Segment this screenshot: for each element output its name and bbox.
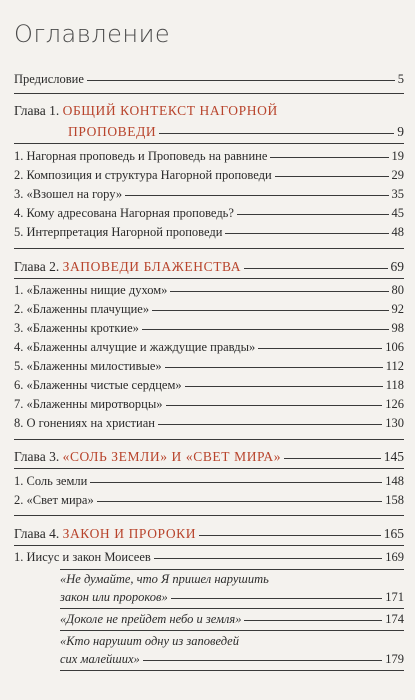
toc-entry-label: 1. Нагорная проповедь и Проповедь на равнине [14, 149, 268, 163]
chapter-name-cont: ПРОПОВЕДИ [68, 124, 157, 139]
leader-line [237, 214, 389, 215]
leader-line [125, 195, 388, 196]
toc-entry[interactable] [14, 302, 404, 317]
leader-line [166, 405, 383, 406]
toc-entry-page: 48 [391, 225, 404, 239]
section-divider [14, 278, 404, 279]
toc-entry-label: 3. «Блаженны кроткие» [14, 321, 139, 335]
toc-subentry-label-cont: сих малейших» [60, 652, 140, 666]
toc-entry-label: 6. «Блаженны чистые сердцем» [14, 378, 182, 392]
toc-entry[interactable] [14, 340, 404, 355]
toc-entry-page: 145 [383, 449, 404, 464]
toc-entry-label: 4. «Блаженны алчущие и жаждущие правды» [14, 340, 256, 354]
chapter-name: «СОЛЬ ЗЕМЛИ» И «СВЕТ МИРА» [62, 449, 282, 464]
toc-entry-label: 5. Интерпретация Нагорной проповеди [14, 225, 223, 239]
chapter-1-heading[interactable] [14, 124, 404, 139]
section-divider [14, 143, 404, 144]
toc-entry-page: 165 [383, 526, 404, 541]
leader-line [143, 660, 383, 661]
toc-subentry-label: «Доколе не прейдет небо и земля» [60, 612, 242, 626]
section-divider [14, 468, 404, 469]
subsection-divider [60, 608, 404, 609]
toc-entry-page: 80 [391, 283, 404, 297]
leader-line [158, 424, 382, 425]
section-divider [14, 545, 404, 546]
toc-subentry-label[interactable]: «Не думайте, что Я пришел нарушить [60, 572, 269, 586]
toc-entry-page: 5 [397, 72, 404, 86]
section-divider [14, 439, 404, 440]
toc-subentry[interactable] [60, 612, 404, 627]
leader-line [87, 80, 395, 81]
toc-entry-label: 2. «Свет мира» [14, 493, 94, 507]
toc-entry[interactable] [14, 550, 404, 565]
section-divider [14, 248, 404, 249]
toc-entry-page: 171 [385, 590, 404, 604]
toc-subentry-label-cont: закон или пророков» [60, 590, 168, 604]
toc-entry[interactable] [14, 187, 404, 202]
toc-entry-preface[interactable] [14, 72, 404, 87]
toc-entry[interactable] [14, 225, 404, 240]
leader-line [159, 133, 394, 134]
leader-line [171, 598, 383, 599]
toc-entry-label: 2. Композиция и структура Нагорной проповеди [14, 168, 272, 182]
toc-entry[interactable] [14, 378, 404, 393]
toc-entry-page: 130 [385, 416, 404, 430]
toc-entry-page: 106 [385, 340, 404, 354]
toc-entry-label: 1. Иисус и закон Моисеев [14, 550, 151, 564]
chapter-1-heading-line1[interactable] [14, 103, 278, 119]
toc-entry-page: 35 [391, 187, 404, 201]
toc-entry-label: 1. Соль земли [14, 474, 88, 488]
subsection-divider [60, 569, 404, 570]
toc-subentry[interactable] [60, 652, 404, 667]
toc-entry-page: 112 [385, 359, 404, 373]
toc-entry-label: 5. «Блаженны милостивые» [14, 359, 162, 373]
toc-subentry[interactable] [60, 590, 404, 605]
leader-line [185, 386, 383, 387]
chapter-name: ОБЩИЙ КОНТЕКСТ НАГОРНОЙ [62, 103, 278, 118]
toc-subentry-label[interactable]: «Кто нарушит одну из заповедей [60, 634, 239, 648]
toc-entry-page: 98 [391, 321, 404, 335]
toc-entry-page: 174 [385, 612, 404, 626]
leader-line [244, 620, 382, 621]
toc-entry-page: 19 [391, 149, 404, 163]
leader-line [97, 501, 383, 502]
chapter-4-heading[interactable] [14, 526, 404, 541]
toc-entry-page: 158 [385, 493, 404, 507]
chapter-prefix: Глава 4. [14, 526, 63, 541]
toc-entry[interactable] [14, 321, 404, 336]
leader-line [152, 310, 388, 311]
leader-line [154, 558, 382, 559]
subsection-divider [60, 630, 404, 631]
chapter-prefix: Глава 2. [14, 259, 63, 274]
toc-entry-label: 7. «Блаженны миротворцы» [14, 397, 163, 411]
leader-line [199, 535, 381, 536]
toc-entry[interactable] [14, 416, 404, 431]
toc-entry-page: 126 [385, 397, 404, 411]
chapter-2-heading[interactable] [14, 259, 404, 274]
leader-line [90, 482, 382, 483]
leader-line [270, 157, 388, 158]
toc-entry[interactable] [14, 397, 404, 412]
leader-line [275, 176, 389, 177]
toc-entry-label: 1. «Блаженны нищие духом» [14, 283, 168, 297]
toc-entry-label: 8. О гонениях на христиан [14, 416, 155, 430]
toc-entry[interactable] [14, 206, 404, 221]
section-divider [14, 515, 404, 516]
chapter-prefix: Глава 1. [14, 103, 63, 118]
toc-entry[interactable] [14, 359, 404, 374]
toc-entry-page: 179 [385, 652, 404, 666]
toc-entry-page: 9 [397, 124, 404, 139]
toc-entry-label: Предисловие [14, 72, 84, 86]
toc-entry[interactable] [14, 493, 404, 508]
chapter-name: ЗАКОН И ПРОРОКИ [62, 526, 197, 541]
leader-line [284, 458, 381, 459]
section-divider [14, 93, 404, 94]
toc-entry-page: 29 [391, 168, 404, 182]
subsection-divider [60, 670, 404, 671]
toc-entry-page: 92 [391, 302, 404, 316]
chapter-3-heading[interactable] [14, 449, 404, 464]
toc-entry-page: 169 [385, 550, 404, 564]
toc-entry-page: 45 [391, 206, 404, 220]
page-title: Оглавление [14, 20, 171, 48]
chapter-name: ЗАПОВЕДИ БЛАЖЕНСТВА [62, 259, 242, 274]
toc-entry-label: 2. «Блаженны плачущие» [14, 302, 150, 316]
toc-entry-page: 148 [385, 474, 404, 488]
toc-entry-label: 4. Кому адресована Нагорная проповедь? [14, 206, 234, 220]
leader-line [170, 291, 388, 292]
toc-entry-page: 118 [385, 378, 404, 392]
toc-entry[interactable] [14, 283, 404, 298]
leader-line [165, 367, 383, 368]
toc-entry[interactable] [14, 149, 404, 164]
toc-entry-label: 3. «Взошел на гору» [14, 187, 123, 201]
leader-line [258, 348, 382, 349]
leader-line [244, 268, 387, 269]
toc-entry[interactable] [14, 474, 404, 489]
leader-line [142, 329, 389, 330]
toc-entry-page: 69 [390, 259, 404, 274]
leader-line [225, 233, 388, 234]
chapter-prefix: Глава 3. [14, 449, 63, 464]
toc-entry[interactable] [14, 168, 404, 183]
